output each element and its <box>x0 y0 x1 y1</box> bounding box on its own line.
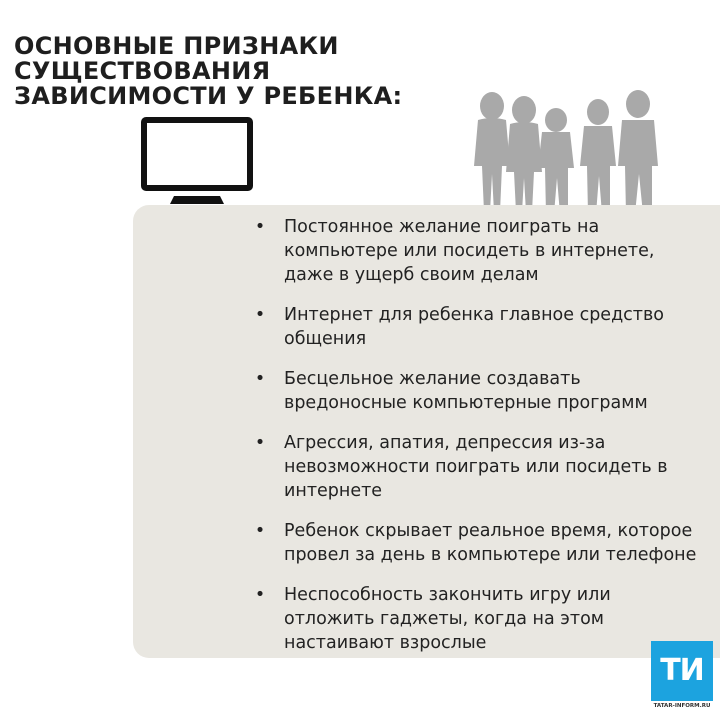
list-item <box>254 367 720 415</box>
list-item-line: провел за день в компьютере или телефоне <box>284 545 697 565</box>
list-item-line: невозможности поиграть или посидеть в <box>284 457 668 477</box>
monitor-icon <box>140 116 254 208</box>
list-item <box>254 431 720 503</box>
list-item <box>254 303 720 351</box>
list-item-line: Ребенок скрывает реальное время, которое <box>284 521 693 541</box>
bullet-list <box>254 215 720 671</box>
brand-logo: ТИ <box>651 641 713 701</box>
list-item <box>254 215 720 287</box>
list-item-line: интернете <box>284 481 383 501</box>
list-item-line: Постоянное желание поиграть на <box>284 217 600 237</box>
list-item-line: компьютере или посидеть в интернете, <box>284 241 655 261</box>
list-item <box>254 519 720 567</box>
brand-url: TATAR-INFORM.RU <box>653 703 711 709</box>
bullet-icon: • <box>254 305 266 325</box>
list-item-line: Агрессия, апатия, депрессия из-за <box>284 433 606 453</box>
bullet-icon: • <box>254 369 266 389</box>
list-item-line: Неспособность закончить игру или <box>284 585 611 605</box>
bullet-icon: • <box>254 433 266 453</box>
list-item-line: даже в ущерб своим делам <box>284 265 539 285</box>
list-item-line: отложить гаджеты, когда на этом <box>284 609 604 629</box>
brand-badge[interactable] <box>648 641 716 709</box>
list-item-line: настаивают взрослые <box>284 633 487 653</box>
title-line: СУЩЕСТВОВАНИЯ <box>14 57 271 85</box>
list-item-line: вредоносные компьютерные программ <box>284 393 648 413</box>
title-line: ЗАВИСИМОСТИ У РЕБЕНКА: <box>14 82 403 110</box>
bullet-icon: • <box>254 217 266 237</box>
list-item-line: общения <box>284 329 367 349</box>
bullet-icon: • <box>254 521 266 541</box>
page-title <box>14 34 402 109</box>
children-silhouettes-icon <box>470 86 670 216</box>
bullet-icon: • <box>254 585 266 605</box>
title-line: ОСНОВНЫЕ ПРИЗНАКИ <box>14 32 339 60</box>
list-item-line: Бесцельное желание создавать <box>284 369 581 389</box>
list-item-line: Интернет для ребенка главное средство <box>284 305 665 325</box>
